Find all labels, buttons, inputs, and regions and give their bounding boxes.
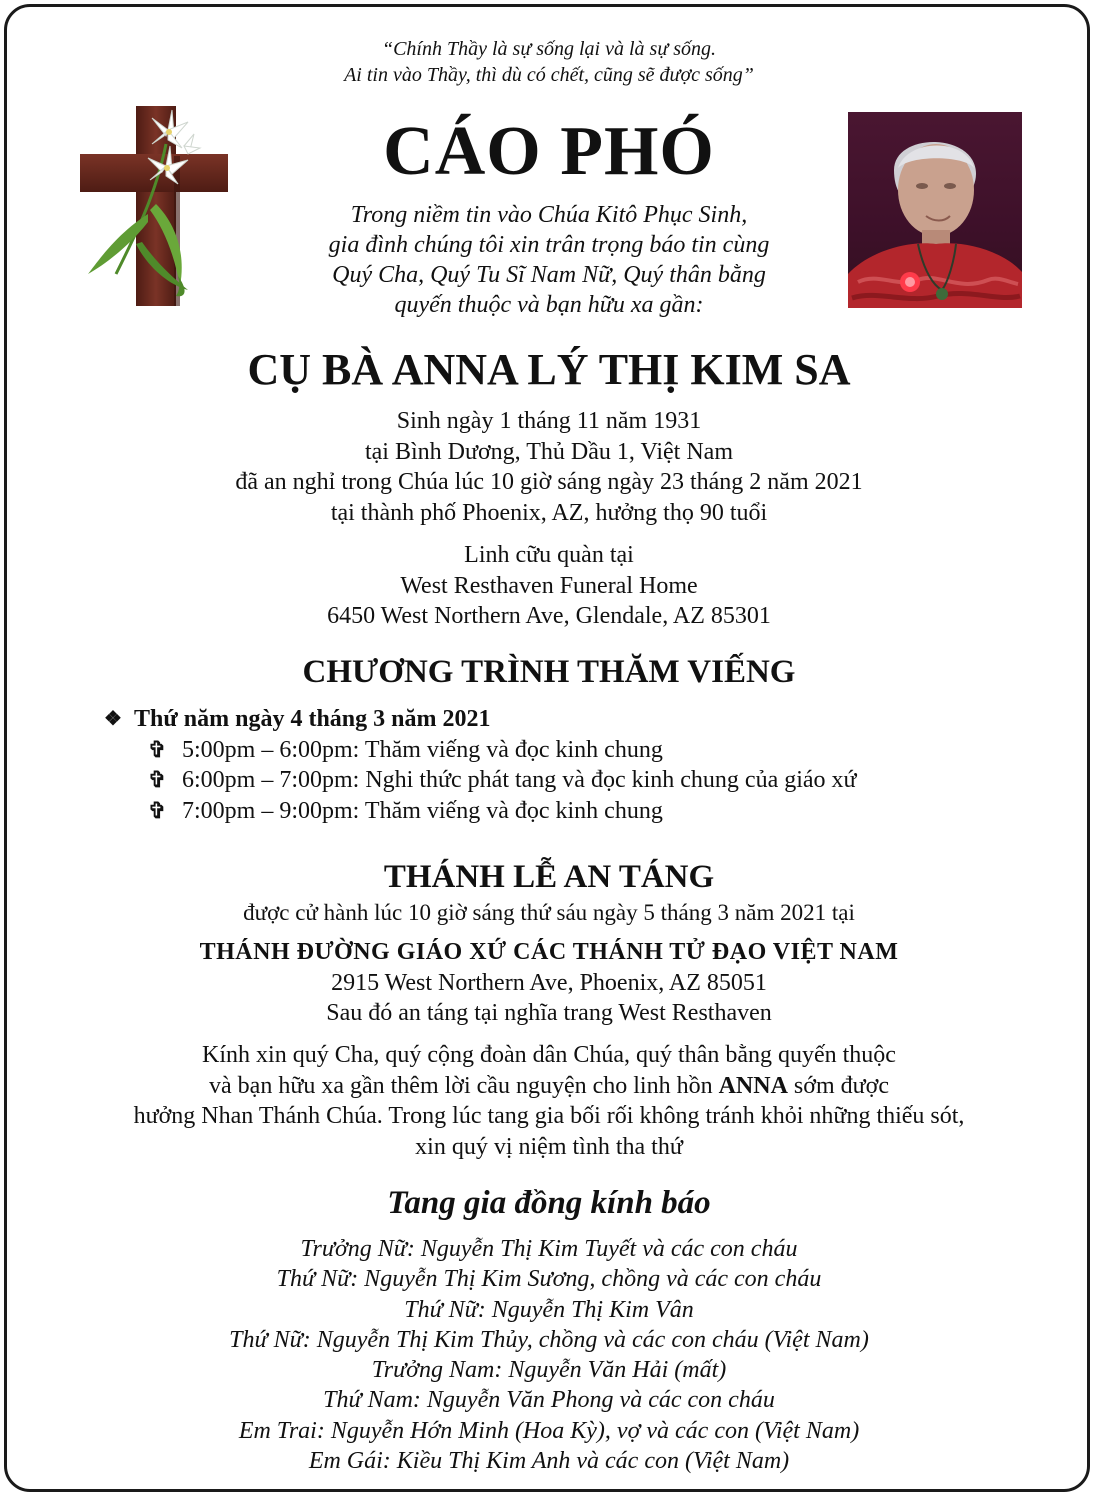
funeral-home-info: [0, 540, 1098, 632]
message-line: hưởng Nhan Thánh Chúa. Trong lúc tang gia bối rối không tránh khỏi những thiếu sót,: [133, 1103, 965, 1129]
cross-icon: ✞: [148, 736, 167, 762]
family-member: Thứ Nữ: Nguyễn Thị Kim Thủy, chồng và các con cháu (Việt Nam): [229, 1326, 869, 1353]
schedule-item: [104, 735, 857, 766]
schedule-item: [104, 765, 857, 796]
family-signature-heading: Tang gia đồng kính báo: [387, 1185, 711, 1221]
family-member: Em Gái: Kiều Thị Kim Anh và các con (Việt Nam): [308, 1448, 790, 1475]
burial-info: Sau đó an táng tại nghĩa trang West Resthaven: [326, 1000, 772, 1026]
funeral-mass-time: được cử hành lúc 10 giờ sáng thứ sáu ngày 5 tháng 3 năm 2021 tại: [243, 900, 855, 925]
family-member: Trưởng Nữ: Nguyễn Thị Kim Tuyết và các con cháu: [300, 1236, 798, 1262]
quote-line: “Chính Thầy là sự sống lại và là sự sống.: [381, 38, 717, 60]
message-line: xin quý vị niệm tình tha thứ: [415, 1133, 683, 1160]
message-line: [0, 1071, 1098, 1102]
detail-line: đã an nghỉ trong Chúa lúc 10 giờ sáng ngày 23 tháng 2 năm 2021: [235, 469, 863, 495]
schedule-item-text: 5:00pm – 6:00pm: Thăm viếng và đọc kinh chung: [182, 736, 663, 763]
church-info: [0, 937, 1098, 1029]
visitation-date-row: [104, 704, 857, 735]
family-member: Trưởng Nam: Nguyễn Văn Hải (mất): [371, 1357, 727, 1384]
family-member: Thứ Nữ: Nguyễn Thị Kim Sương, chồng và các con cháu: [276, 1266, 822, 1293]
schedule-item-text: 6:00pm – 7:00pm: Nghi thức phát tang và đọc kinh chung của giáo xứ: [182, 767, 857, 793]
schedule-item-text: 7:00pm – 9:00pm: Thăm viếng và đọc kinh chung: [182, 797, 663, 824]
message-name-emphasis: ANNA: [718, 1072, 788, 1099]
funeral-mass-heading: THÁNH LỄ AN TÁNG: [383, 859, 715, 895]
family-members-list: [0, 1234, 1098, 1476]
visitation-date: Thứ năm ngày 4 tháng 3 năm 2021: [134, 706, 491, 732]
scripture-quote: [0, 36, 1098, 88]
family-member: Thứ Nữ: Nguyễn Thị Kim Vân: [404, 1296, 694, 1323]
detail-line: tại thành phố Phoenix, AZ, hưởng thọ 90 tuổi: [330, 499, 768, 526]
message-text: sớm được: [787, 1072, 889, 1099]
church-name: THÁNH ĐƯỜNG GIÁO XỨ CÁC THÁNH TỬ ĐẠO VIỆT NAM: [199, 939, 899, 965]
quote-line: Ai tin vào Thầy, thì dù có chết, cũng sẽ được sống”: [344, 64, 754, 86]
life-details: [0, 406, 1098, 528]
church-address: 2915 West Northern Ave, Phoenix, AZ 85051: [331, 969, 767, 996]
funeral-home-line: 6450 West Northern Ave, Glendale, AZ 85301: [327, 603, 771, 629]
visitation-schedule: [104, 704, 857, 826]
visitation-heading: CHƯƠNG TRÌNH THĂM VIẾNG: [302, 654, 796, 690]
deceased-name: CỤ BÀ ANNA LÝ THỊ KIM SA: [247, 345, 851, 394]
funeral-home-line: West Resthaven Funeral Home: [400, 572, 698, 599]
message-line: Kính xin quý Cha, quý cộng đoàn dân Chúa, quý thân bằng quyến thuộc: [202, 1042, 896, 1068]
family-member: Em Trai: Nguyễn Hớn Minh (Hoa Kỳ), vợ và các con (Việt Nam): [238, 1417, 860, 1444]
cross-icon: ✞: [148, 797, 167, 823]
schedule-item: [104, 796, 857, 827]
family-member: Thứ Nam: Nguyễn Văn Phong và các con cháu: [323, 1387, 775, 1414]
message-text: và bạn hữu xa gần thêm lời cầu nguyện cho linh hồn: [209, 1072, 719, 1099]
detail-line: tại Bình Dương, Thủ Dầu 1, Việt Nam: [364, 438, 733, 465]
intro-line: Quý Cha, Quý Tu Sĩ Nam Nữ, Quý thân bằng: [332, 262, 766, 288]
prayer-request-message: [0, 1040, 1098, 1162]
intro-line: gia đình chúng tôi xin trân trọng báo tin cùng: [328, 232, 770, 258]
page-title: CÁO PHÓ: [383, 113, 715, 190]
diamond-bullet-icon: ❖: [104, 708, 122, 730]
intro-line: quyến thuộc và bạn hữu xa gần:: [394, 292, 704, 318]
announcement-intro: [0, 200, 1098, 320]
cross-icon: ✞: [148, 767, 167, 792]
intro-line: Trong niềm tin vào Chúa Kitô Phục Sinh,: [350, 202, 748, 228]
detail-line: Sinh ngày 1 tháng 11 năm 1931: [396, 408, 702, 434]
funeral-home-line: Linh cữu quàn tại: [464, 542, 634, 568]
